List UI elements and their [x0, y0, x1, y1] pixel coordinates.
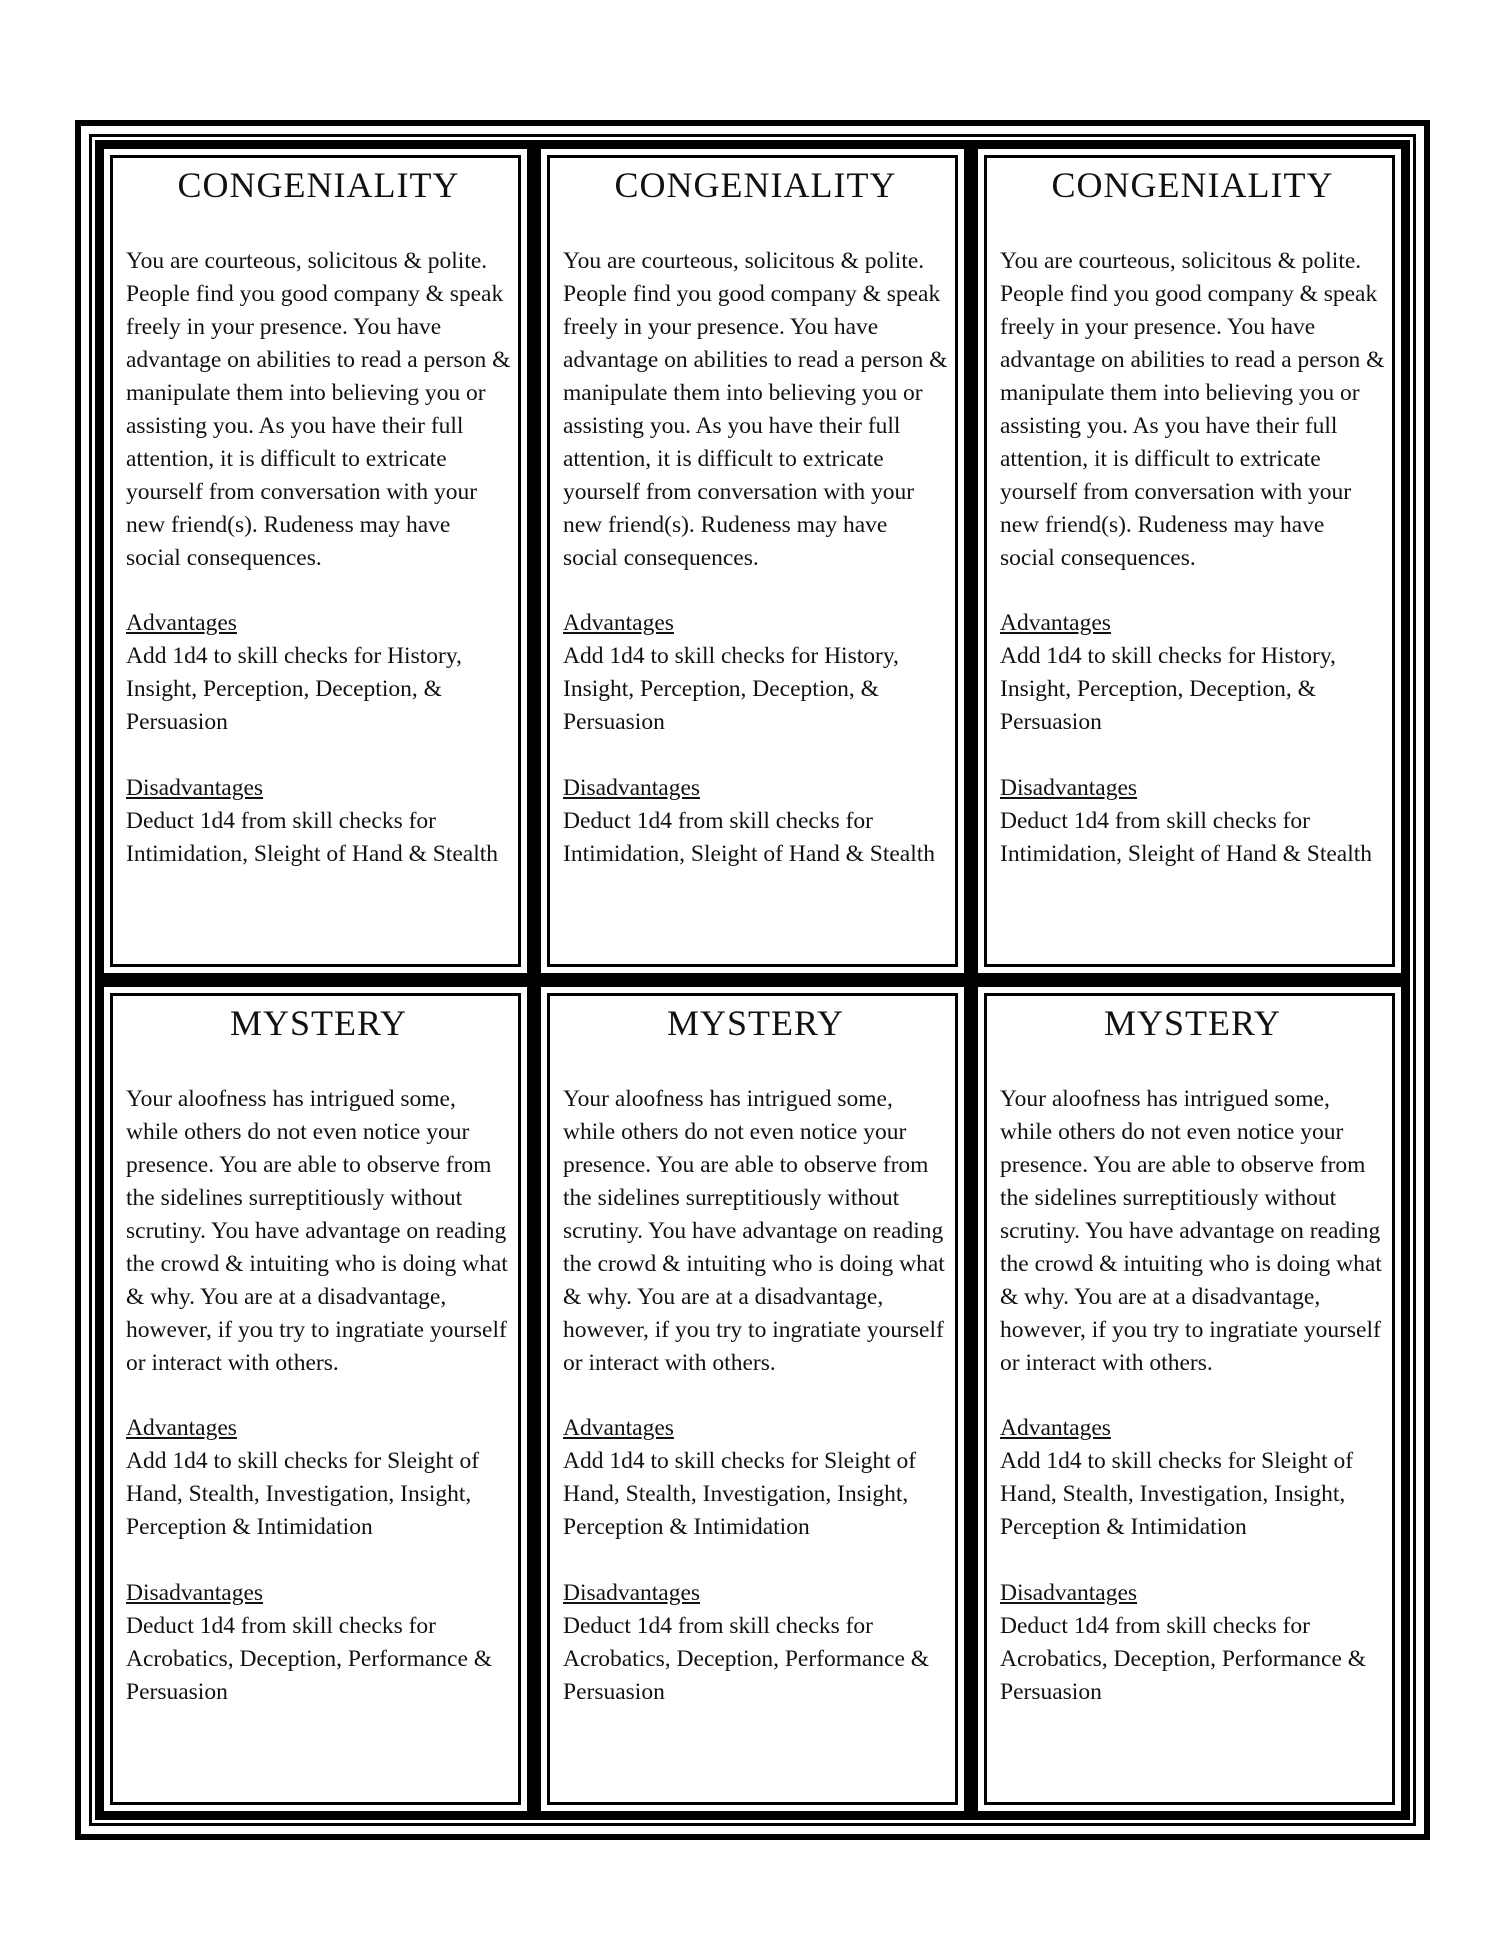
disadvantages-text: Deduct 1d4 from skill checks for Intimidation, Sleight of Hand & Stealth [563, 808, 936, 867]
card-content [563, 163, 948, 959]
card-title: CONGENIALITY [614, 165, 897, 205]
disadvantages-heading: Disadvantages [563, 1580, 701, 1606]
advantages-text: Add 1d4 to skill checks for History, Insight, Perception, Deception, & Persuasion [126, 643, 462, 735]
card-grid [95, 140, 1410, 1820]
card-description: Your aloofness has intrigued some, while others do not even notice your presence. You are able to observe from the sidelines surreptitiously without scrutiny. You have advantage on reading the crowd & intuiting who is doing what & why. You are at a disadvantage, however, if you try to ingratiate yourself or interact with others. [126, 1086, 508, 1376]
card-mystery [538, 984, 967, 1814]
advantages-heading: Advantages [563, 1415, 674, 1441]
disadvantages-heading: Disadvantages [1000, 775, 1138, 801]
card-sheet [75, 120, 1430, 1840]
card-content [1000, 1001, 1385, 1797]
disadvantages-heading: Disadvantages [126, 1580, 264, 1606]
disadvantages-heading: Disadvantages [1000, 1580, 1138, 1606]
advantages-heading: Advantages [126, 1415, 237, 1441]
card-mystery [975, 984, 1404, 1814]
card-title: CONGENIALITY [1051, 165, 1334, 205]
card-description: Your aloofness has intrigued some, while others do not even notice your presence. You are able to observe from the sidelines surreptitiously without scrutiny. You have advantage on reading the crowd & intuiting who is doing what & why. You are at a disadvantage, however, if you try to ingratiate yourself or interact with others. [563, 1086, 945, 1376]
card-content [126, 163, 511, 959]
card-content [126, 1001, 511, 1797]
disadvantages-text: Deduct 1d4 from skill checks for Intimidation, Sleight of Hand & Stealth [126, 808, 499, 867]
card-title: MYSTERY [666, 1003, 845, 1043]
card-description: You are courteous, solicitous & polite. People find you good company & speak freely in your presence. You have advantage on abilities to read a person & manipulate them into believing you or assisting you. As you have their full attention, it is difficult to extricate yourself from conversation with your new friend(s). Rudeness may have social consequences. [1000, 248, 1385, 571]
disadvantages-text: Deduct 1d4 from skill checks for Acrobatics, Deception, Performance & Persuasion [126, 1613, 493, 1705]
disadvantages-text: Deduct 1d4 from skill checks for Acrobatics, Deception, Performance & Persuasion [563, 1613, 930, 1705]
advantages-heading: Advantages [563, 610, 674, 636]
disadvantages-text: Deduct 1d4 from skill checks for Intimidation, Sleight of Hand & Stealth [1000, 808, 1373, 867]
disadvantages-heading: Disadvantages [126, 775, 264, 801]
advantages-text: Add 1d4 to skill checks for Sleight of Hand, Stealth, Investigation, Insight, Perception & Intimidation [126, 1448, 480, 1540]
card-description: You are courteous, solicitous & polite. People find you good company & speak freely in your presence. You have advantage on abilities to read a person & manipulate them into believing you or assisting you. As you have their full attention, it is difficult to extricate yourself from conversation with your new friend(s). Rudeness may have social consequences. [126, 248, 511, 571]
advantages-heading: Advantages [1000, 610, 1111, 636]
advantages-text: Add 1d4 to skill checks for History, Insight, Perception, Deception, & Persuasion [563, 643, 899, 735]
card-mystery [101, 984, 530, 1814]
advantages-heading: Advantages [126, 610, 237, 636]
card-title: MYSTERY [229, 1003, 408, 1043]
disadvantages-text: Deduct 1d4 from skill checks for Acrobatics, Deception, Performance & Persuasion [1000, 1613, 1367, 1705]
card-title: CONGENIALITY [177, 165, 460, 205]
advantages-text: Add 1d4 to skill checks for Sleight of Hand, Stealth, Investigation, Insight, Perception & Intimidation [563, 1448, 917, 1540]
advantages-text: Add 1d4 to skill checks for Sleight of Hand, Stealth, Investigation, Insight, Perception & Intimidation [1000, 1448, 1354, 1540]
advantages-text: Add 1d4 to skill checks for History, Insight, Perception, Deception, & Persuasion [1000, 643, 1336, 735]
card-content [1000, 163, 1385, 959]
card-title: MYSTERY [1103, 1003, 1282, 1043]
card-congeniality [101, 146, 530, 976]
card-description: Your aloofness has intrigued some, while others do not even notice your presence. You are able to observe from the sidelines surreptitiously without scrutiny. You have advantage on reading the crowd & intuiting who is doing what & why. You are at a disadvantage, however, if you try to ingratiate yourself or interact with others. [1000, 1086, 1382, 1376]
card-content [563, 1001, 948, 1797]
card-congeniality [975, 146, 1404, 976]
advantages-heading: Advantages [1000, 1415, 1111, 1441]
card-congeniality [538, 146, 967, 976]
card-description: You are courteous, solicitous & polite. People find you good company & speak freely in your presence. You have advantage on abilities to read a person & manipulate them into believing you or assisting you. As you have their full attention, it is difficult to extricate yourself from conversation with your new friend(s). Rudeness may have social consequences. [563, 248, 948, 571]
disadvantages-heading: Disadvantages [563, 775, 701, 801]
